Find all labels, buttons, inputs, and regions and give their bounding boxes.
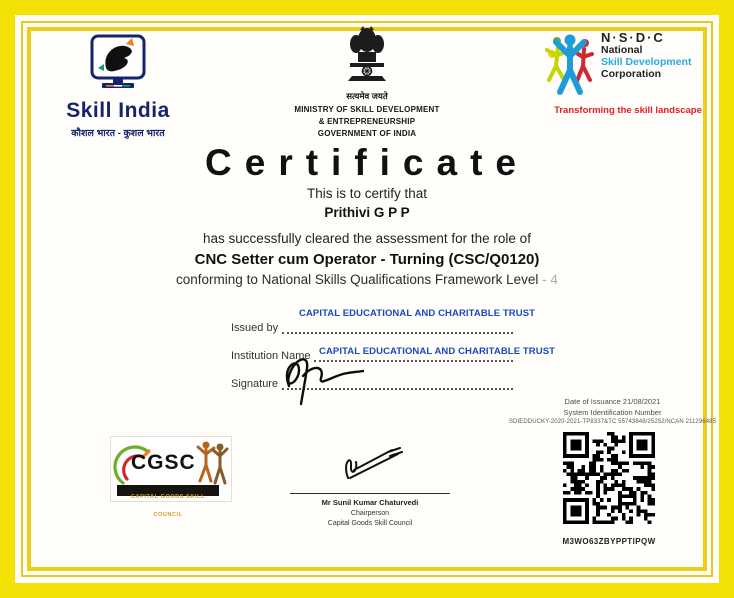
issuer-signature-scribble xyxy=(273,348,369,411)
skill-india-monitor-icon xyxy=(82,79,154,96)
qr-caption: M3WO63ZBYPPTIPQW xyxy=(562,537,656,546)
nsdc-logo xyxy=(543,32,713,116)
ministry-line3: GOVERNMENT OF INDIA xyxy=(317,129,417,138)
skill-india-logo xyxy=(42,34,194,139)
ministry-line1: MINISTRY OF SKILL DEVELOPMENT xyxy=(294,105,440,114)
chairperson-org: Capital Goods Skill Council xyxy=(327,520,413,527)
chairperson-signature-scribble xyxy=(330,473,410,490)
nsdc-line3: Corporation xyxy=(601,68,662,80)
chairperson-signature-block xyxy=(278,444,462,527)
framework-level: - 4 xyxy=(538,272,558,287)
cgsc-acronym: CGSC xyxy=(131,451,196,474)
recipient-name: Prithivi G P P xyxy=(324,205,410,220)
nsdc-line2: Skill Development xyxy=(601,56,692,68)
framework-text: conforming to National Skills Qualifications Framework Level xyxy=(176,272,539,287)
certificate-title: Certificate xyxy=(205,142,529,183)
nsdc-acronym: N·S·D·C xyxy=(601,30,665,45)
ashoka-emblem-icon xyxy=(344,71,390,88)
issued-by-dotted-line xyxy=(282,330,513,334)
assessment-statement: has successfully cleared the assessment for the role of xyxy=(203,231,531,246)
satyameva-jayate-motto: सत्यमेव जयते xyxy=(346,91,388,101)
skill-india-wordmark: Skill India xyxy=(66,99,170,122)
ministry-block xyxy=(282,26,452,138)
certify-intro-line: This is to certify that xyxy=(306,186,428,201)
signature-label: Signature xyxy=(231,378,279,390)
institution-label: Institution Name xyxy=(231,350,311,362)
issued-by-row xyxy=(231,308,536,334)
institution-value: CAPITAL EDUCATIONAL AND CHARITABLE TRUST xyxy=(319,346,556,357)
qr-code xyxy=(563,432,655,524)
nsdc-figures-icon xyxy=(543,32,595,99)
skill-india-hindi-tagline: कौशल भारत - कुशल भारत xyxy=(71,128,165,139)
chairperson-signature-line xyxy=(290,493,450,494)
issued-by-value: CAPITAL EDUCATIONAL AND CHARITABLE TRUST xyxy=(299,308,536,319)
issued-by-label: Issued by xyxy=(231,322,279,334)
cgsc-tagline-bar xyxy=(117,485,219,518)
date-of-issuance: Date of Issuance 21/08/2021 xyxy=(564,397,661,406)
framework-line xyxy=(0,272,734,287)
chairperson-title: Chairperson xyxy=(350,510,390,517)
nsdc-line1: National xyxy=(601,44,643,56)
cgsc-logo xyxy=(110,436,232,518)
system-id-value: SDIEDDUCKY-2020-2021-TP8337&TC 55743848/25252/NCAN 211296485 xyxy=(508,419,717,425)
nsdc-tagline: Transforming the skill landscape xyxy=(554,105,702,116)
chairperson-name: Mr Sunil Kumar Chaturvedi xyxy=(321,498,419,507)
system-id-label: System Identification Number xyxy=(563,408,662,417)
issuance-details xyxy=(500,397,725,425)
role-line: CNC Setter cum Operator - Turning (CSC/Q0120) xyxy=(194,251,540,268)
cgsc-tagline: CAPITAL GOODS SKILL COUNCIL xyxy=(130,494,206,518)
ministry-line2: & ENTREPRENEURSHIP xyxy=(318,117,416,126)
